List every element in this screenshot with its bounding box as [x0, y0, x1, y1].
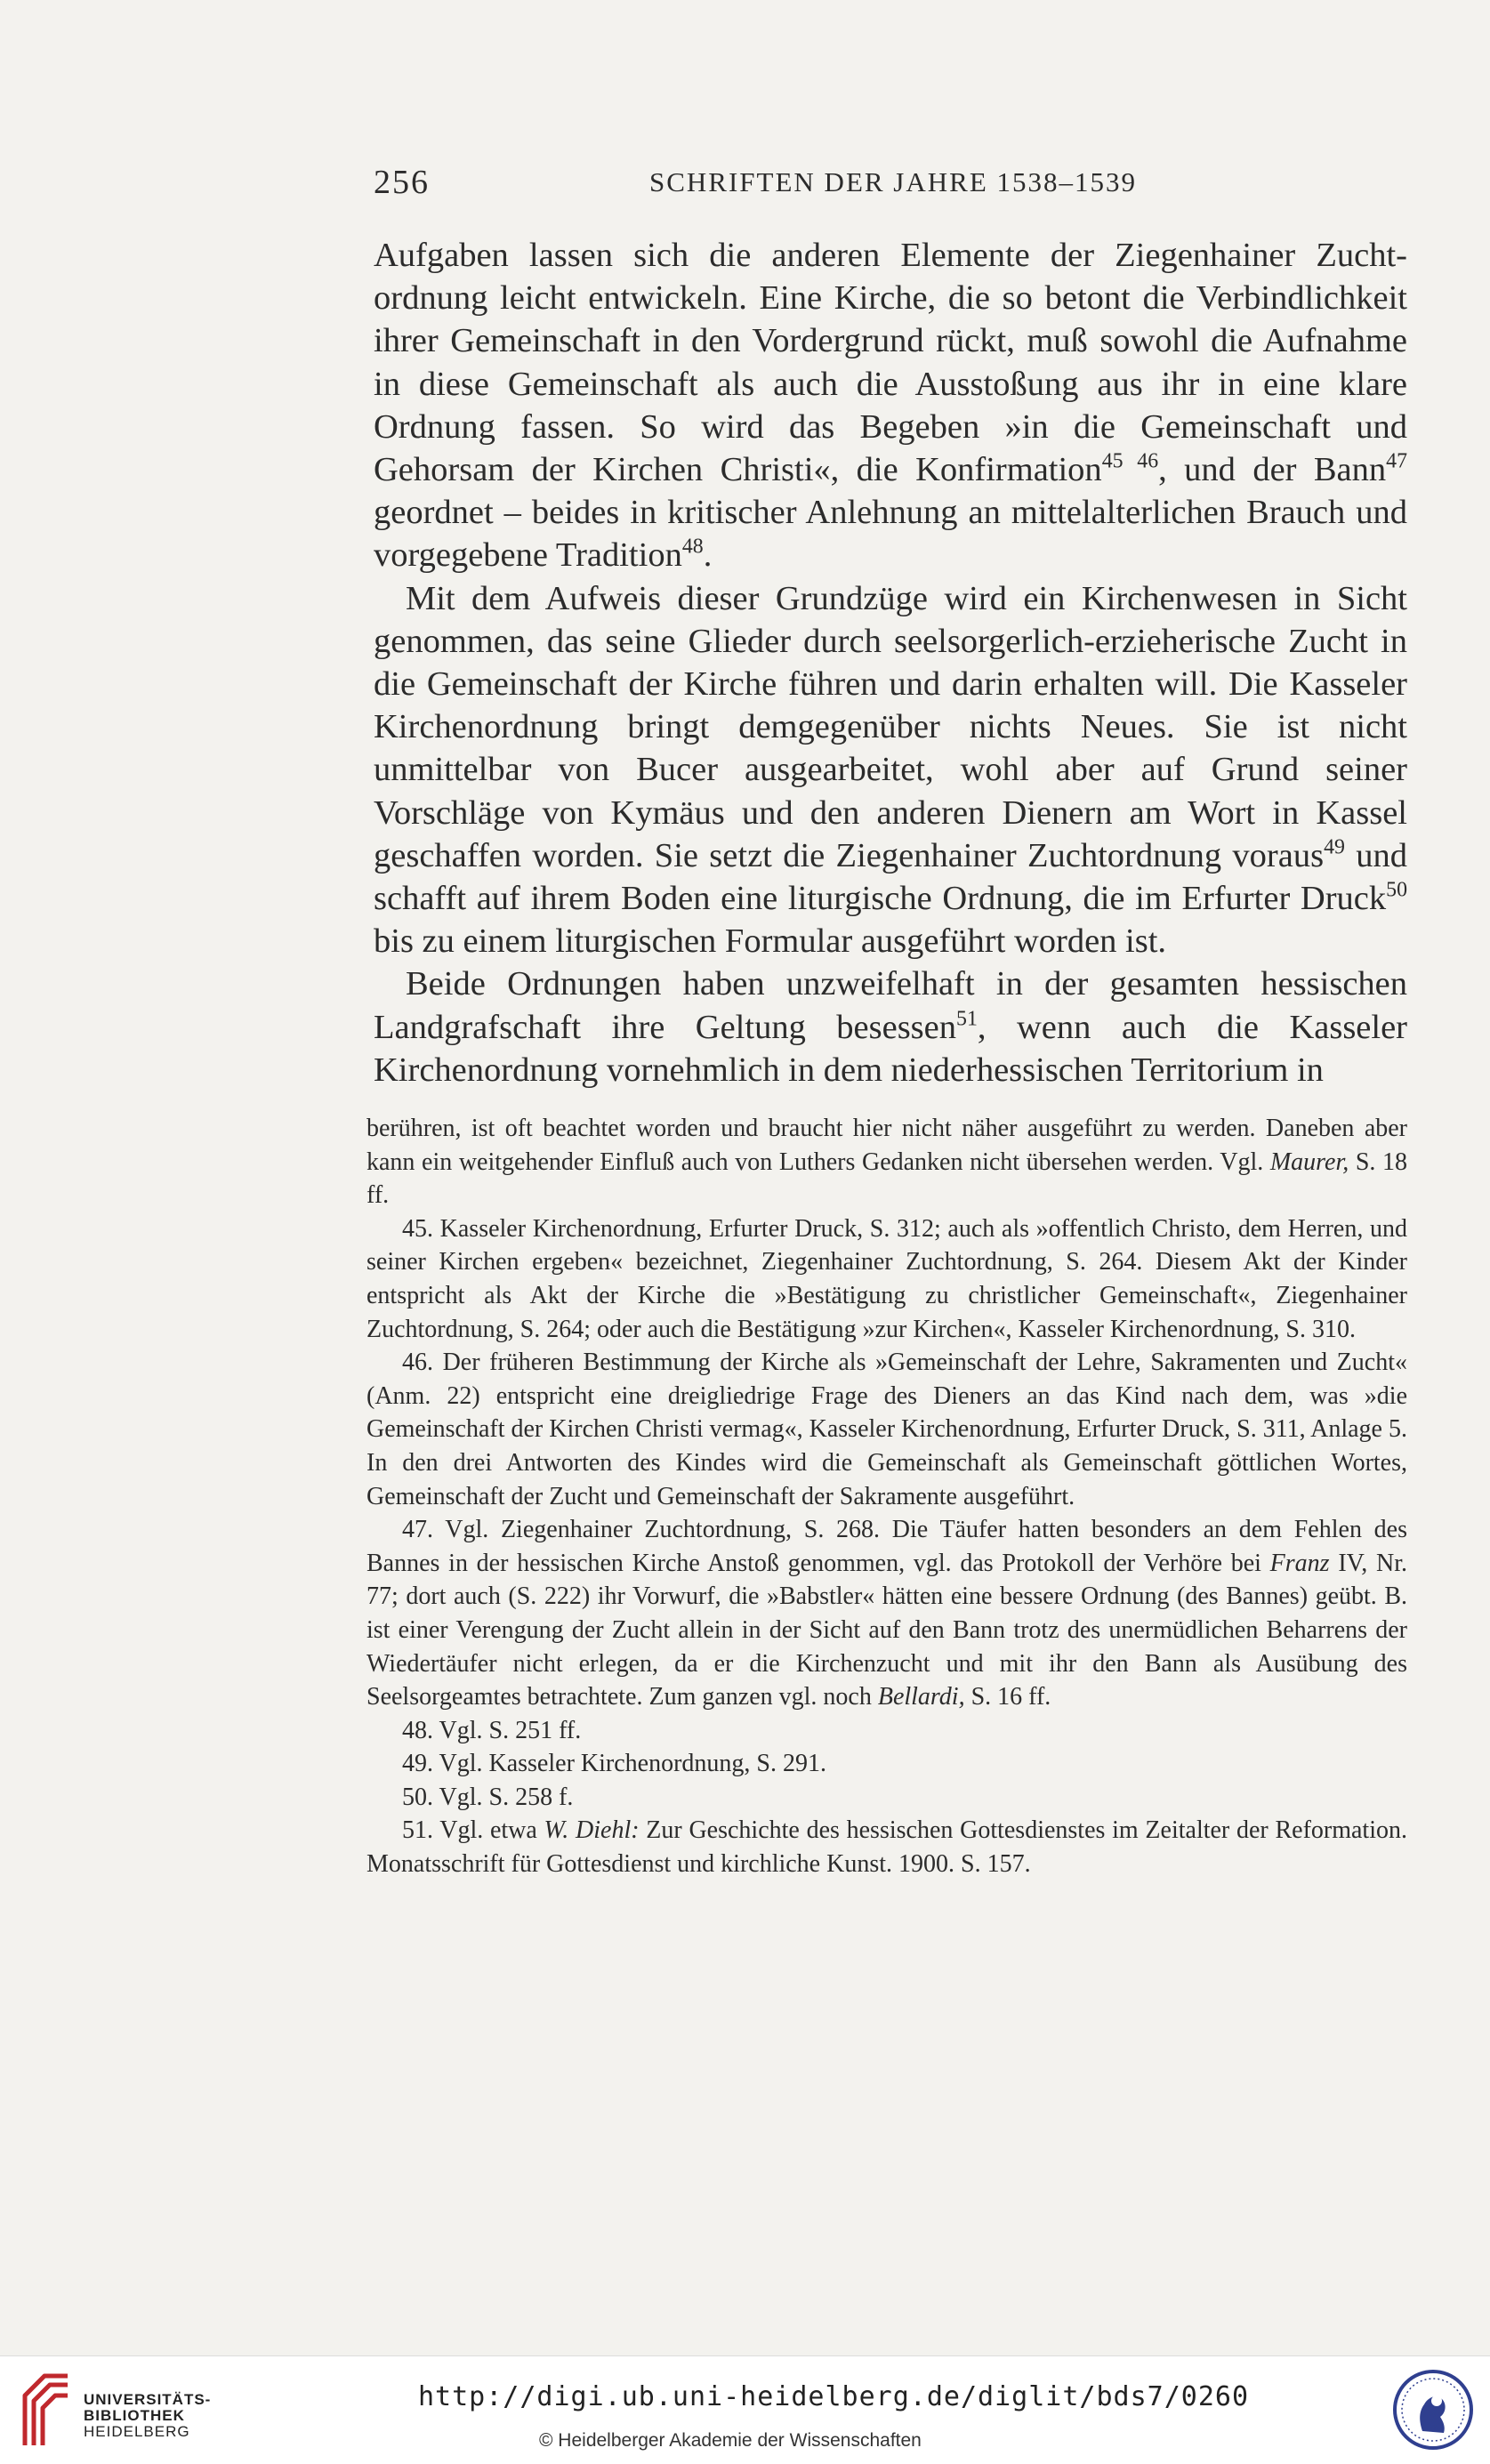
library-logo-icon[interactable] [18, 2369, 75, 2451]
footnotes [366, 1112, 1407, 1881]
footnote-47 [366, 1513, 1407, 1714]
n47-text-b: IV, Nr. 77; dort auch (S. 222) ihr Vorwurf, die »Babstler« hätten eine bessere Ordnung (des Bannes) geübt. B. ist einer Verengung der Zucht allein in der Sicht auf den Bann trotz des unermüdlichen Beharrens der Wiedertäufer nicht erlegen, da er die Kirchenzucht und mit ihr den Bann als Ausübung des Seelsorgeamtes betrachtete. Zum ganzen vgl. noch [366, 1549, 1407, 1711]
running-title: SCHRIFTEN DER JAHRE 1538–1539 [649, 166, 1138, 197]
paragraph-1 [374, 234, 1407, 577]
academy-seal-icon[interactable] [1392, 2369, 1474, 2451]
footnote-ref-50[interactable]: 50 [1386, 878, 1407, 902]
cont-text-b: S. 18 ff. [366, 1147, 1407, 1210]
n51-author: W. Diehl: [544, 1816, 640, 1845]
footnote-ref-47[interactable]: 47 [1386, 449, 1408, 473]
cont-text-a: berühren, ist oft beachtet worden und braucht hier nicht näher ausgeführt zu werden. Daneben aber kann ein weitgehender Einfluß auch von Luthers Gedanken nicht übersehen werden. Vgl. [366, 1115, 1407, 1176]
p2-text-b: und schafft auf ihrem Boden eine liturgische Ordnung, die im Erfurter Druck [374, 836, 1408, 918]
footer-bar [0, 2355, 1490, 2464]
footnote-49: 49. Vgl. Kasseler Kirchenordnung, S. 291. [402, 1750, 826, 1778]
p3-text-a: Beide Ordnungen haben unzweifelhaft in der gesamten hessischen Landgrafschaft ihre Geltung besessen [374, 965, 1407, 1046]
footnote-ref-49[interactable]: 49 [1324, 835, 1345, 859]
n47-author-franz: Franz [1269, 1549, 1330, 1577]
library-logo-text [84, 2392, 211, 2440]
p2-text-a: Mit dem Aufweis dieser Grundzüge wird ein Kirchenwesen in Sicht genommen, das seine Glieder durch seelsorgerlich-erzieherische Zucht in die Gemeinschaft der Kirche führen und darin erhalten will. Die Kasseler Kirchenordnung bringt demgegenüber nichts Neues. Sie ist nicht unmittelbar von Bucer ausgearbeitet, wohl aber auf Grund seiner Vorschläge von Kymäus und den anderen Dienern am Wort in Kassel geschaffen worden. Sie setzt die Ziegenhainer Zuchtordnung voraus [374, 579, 1407, 874]
footnote-continuation [366, 1112, 1407, 1212]
p1-text-c: geordnet – beides in kritischer Anlehnung an mittelalterlichen Brauch und vorgegebene Tradition [374, 494, 1407, 575]
copyright-notice: © Heidelberger Akademie der Wissenschaften [539, 2430, 922, 2451]
p2-text-c: bis zu einem liturgischen Formular ausgeführt worden ist. [374, 922, 1167, 961]
footnote-ref-45-46[interactable]: 45 46 [1101, 449, 1159, 473]
page-number: 256 [374, 164, 430, 201]
p1-text-b: , und der Bann [1158, 451, 1387, 489]
n47-author-bellardi: Bellardi, [877, 1683, 965, 1711]
paragraph-2 [374, 577, 1407, 963]
footnote-45: 45. Kasseler Kirchenordnung, Erfurter Druck, S. 312; auch als »offentlich Christo, dem Herren, und seiner Kirchen ergeben« bezeichnet, Ziegenhainer Zuchtordnung, S. 264. Diesem Akt der Kinder entspricht als Akt der Kirche die »Bestätigung zu christlicher Gemeinschaft«, Ziegenhainer Zuchtordnung, S. 264; oder auch die Bestätigung »zur Kirchen«, Kasseler Kirchenordnung, S. 310. [366, 1214, 1407, 1343]
running-header [374, 163, 1139, 207]
n47-text-c: S. 16 ff. [964, 1683, 1051, 1711]
footnote-48: 48. Vgl. S. 251 ff. [402, 1716, 582, 1744]
logo-line-3: HEIDELBERG [84, 2423, 190, 2440]
logo-line-2: BIBLIOTHEK [84, 2407, 185, 2424]
footnote-46: 46. Der früheren Bestimmung der Kirche als »Gemeinschaft der Lehre, Sakramenten und Zucht« (Anm. 22) entspricht eine dreigliedrige Frage des Dieners an das Kind nach dem, was »die Gemeinschaft der Kirchen Christi vermag«, Kasseler Kirchenordnung, Erfurter Druck, S. 311, Anlage 5. In den drei Antworten des Kindes wird die Gemeinschaft als Gemeinschaft göttlichen Wortes, Gemeinschaft der Zucht und Gemeinschaft der Sakramente ausgeführt. [366, 1349, 1407, 1510]
footnote-50: 50. Vgl. S. 258 f. [402, 1783, 574, 1811]
paragraph-3 [374, 962, 1407, 1091]
cont-author: Maurer, [1269, 1147, 1349, 1176]
p3-text-b: , wenn auch die Kasseler Kirchenordnung vornehmlich in dem niederhessischen Territorium in [374, 1008, 1408, 1089]
footnote-ref-48[interactable]: 48 [681, 535, 704, 560]
p1-text-a: Aufgaben lassen sich die anderen Elemente der Ziegenhainer Zuchtordnung leicht entwickeln. Eine Kirche, die so betont die Verbindlichkeit ihrer Gemeinschaft in den Vordergrund rückt, muß sowohl die Aufnahme in diese Gemeinschaft als auch die Ausstoßung aus ihr in eine klare Ordnung fassen. So wird das Begeben »in die Gemeinschaft und Gehorsam der Kirchen Christi«, die Konfirmation [374, 237, 1407, 489]
logo-line-1: UNIVERSITÄTS- [84, 2391, 212, 2408]
footnote-51 [366, 1814, 1407, 1880]
main-text [374, 234, 1407, 1091]
n51-text-a: 51. Vgl. etwa [402, 1816, 544, 1845]
footnote-ref-51[interactable]: 51 [956, 1007, 978, 1031]
n51-text-b: Zur Geschichte des hessischen Gottesdienstes im Zeitalter der Reformation. Monatsschrift für Gottesdienst und kirchliche Kunst. 1900. S. 157. [366, 1816, 1407, 1879]
p1-text-d: . [703, 536, 713, 575]
permalink-url[interactable]: http://digi.ub.uni-heidelberg.de/diglit/bds7/0260 [418, 2381, 1250, 2412]
n47-text-a: 47. Vgl. Ziegenhainer Zuchtordnung, S. 268. Die Täufer hatten besonders an dem Fehlen des Bannes in der hessischen Kirche Anstoß genommen, vgl. das Protokoll der Verhöre bei [366, 1516, 1407, 1577]
